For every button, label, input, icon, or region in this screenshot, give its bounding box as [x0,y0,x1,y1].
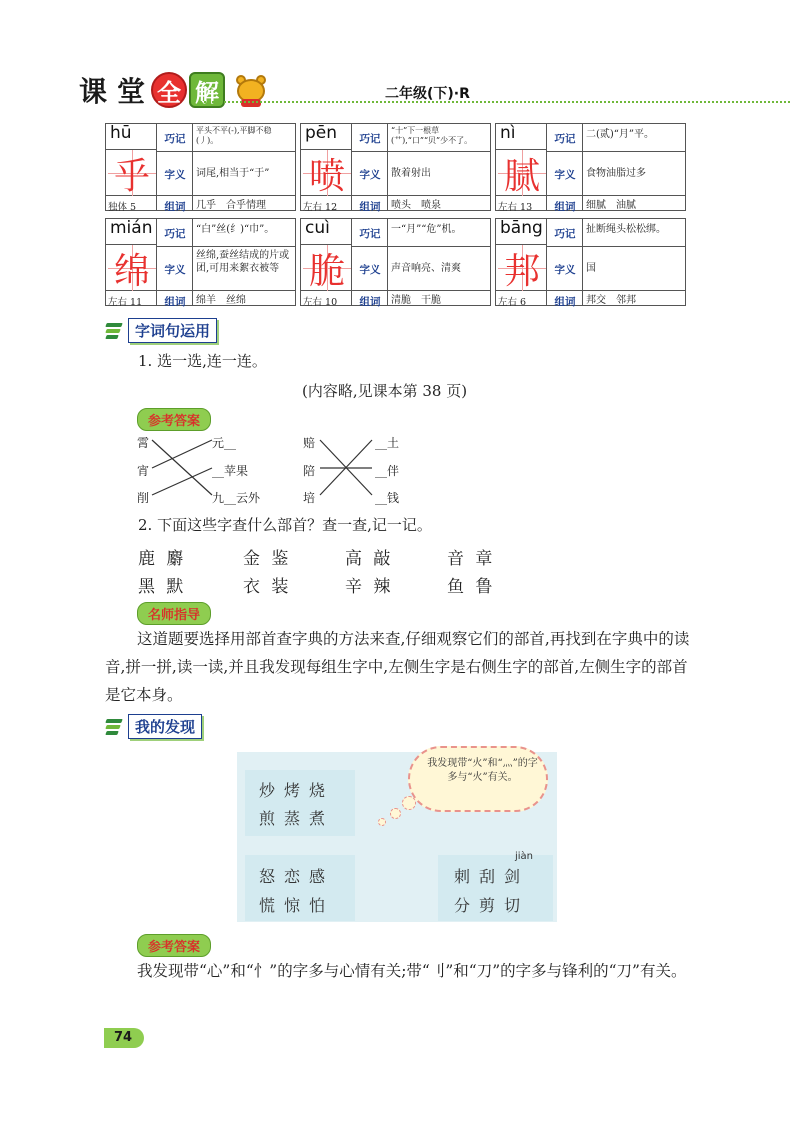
match-word: 元__ [212,436,237,450]
card-mnemonic: 一“月”“危”机。 [391,224,462,235]
ziyi-label: 字义 [359,169,381,181]
match-char: 赔 [303,436,316,450]
section-bars-icon [106,323,124,339]
zuci-label: 组词 [554,296,576,308]
radical-pair: 音 章 [447,549,496,569]
card-structure: 左右 12 [303,202,338,213]
knife-words: 分剪切 [454,896,530,915]
header-divider [200,101,790,103]
card-meaning: 声音响亮、清爽 [391,263,461,274]
question-2: 2. 下面这些字查什么部首？查一查,记一记。 [138,516,432,534]
card-character: 邦 [498,245,546,291]
card-pinyin: hū [110,123,132,143]
radical-pair: 鹿 麝 [138,549,187,569]
zuci-label: 组词 [164,201,186,213]
teacher-guidance: 这道题要选择用部首查字典的方法来查,仔细观察它们的部首,再找到在字典中的读音,拼一拼,读一读,并且我发现每组生字中,左侧生字是右侧生字的部首,左侧生字的部首是它本身。 [105,630,690,704]
section-bars-icon [106,719,124,735]
qiaoji-label: 巧记 [164,228,186,240]
answer-badge: 参考答案 [137,934,211,957]
char-card [105,123,296,211]
card-words: 几乎 合乎情理 [196,200,266,211]
cloud-text: 我发现带“火”和“灬”的字多与“火”有关。 [427,758,538,783]
card-structure: 左右 6 [498,297,527,308]
card-mnemonic: 二(贰)“月”平。 [586,129,655,140]
card-structure: 左右 13 [498,202,533,213]
card-pinyin: cuì [305,218,330,238]
card-structure: 左右 11 [108,297,143,308]
match-char: 培 [303,491,316,505]
match-char: 霄 [137,436,150,450]
char-card [300,218,491,306]
ziyi-label: 字义 [359,264,381,276]
section-title: 字词句运用 [128,318,217,343]
match-char: 削 [137,491,150,505]
radical-pair: 高 敲 [345,549,394,569]
card-character: 腻 [498,150,546,196]
match-word: __土 [375,436,400,450]
logo-char: 解 [189,72,225,108]
card-character: 乎 [108,150,156,196]
match-word: 九__云外 [212,491,261,505]
ziyi-label: 字义 [164,264,186,276]
card-meaning: 散着射出 [391,168,431,179]
card-mnemonic: “十”下一根草(艹),“口”“贝”少不了。 [391,126,473,145]
thought-bubble-dot [390,808,401,819]
zuci-label: 组词 [359,296,381,308]
card-words: 绵羊 丝绵 [196,295,246,306]
section-heading [106,318,217,343]
qiaoji-label: 巧记 [554,133,576,145]
heart-words: 慌惊怕 [259,896,335,915]
card-pinyin: nì [500,123,516,143]
match-char: 陪 [303,464,316,478]
card-words: 细腻 油腻 [586,200,636,211]
section-title: 我的发现 [128,714,202,739]
page-number: 74 [104,1028,144,1048]
ziyi-label: 字义 [554,264,576,276]
card-words: 喷头 喷泉 [391,200,441,211]
zuci-label: 组词 [554,201,576,213]
fire-words: 煎蒸煮 [259,809,335,828]
qiaoji-label: 巧记 [164,133,186,145]
char-card [495,123,686,211]
card-words: 清脆 干脆 [391,295,441,306]
ziyi-label: 字义 [554,169,576,181]
radical-pair: 鱼 鲁 [447,577,496,597]
qiaoji-label: 巧记 [554,228,576,240]
char-card [495,218,686,306]
pinyin-jian: jiàn [515,851,534,862]
card-character: 绵 [108,245,156,291]
ziyi-label: 字义 [164,169,186,181]
fire-words: 炒烤烧 [259,781,335,800]
qiaoji-label: 巧记 [359,133,381,145]
grade-label: 二年级(下)·R [385,86,470,102]
card-mnemonic: 扯断绳头松松绑。 [586,224,666,235]
card-structure: 独体 5 [108,202,137,213]
card-mnemonic: 平头不平(-),平脚不稳(丿)。 [196,126,272,145]
card-pinyin: pēn [305,123,338,143]
card-meaning: 丝绵,蚕丝结成的片或团,可用来絮衣被等 [196,250,290,274]
radical-pair: 黑 默 [138,577,187,597]
zuci-label: 组词 [164,296,186,308]
radical-pair: 金 鉴 [243,549,292,569]
radical-pair: 衣 装 [243,577,292,597]
question-1-note: (内容略,见课本第 38 页) [302,382,468,400]
card-character: 喷 [303,150,351,196]
zuci-label: 组词 [359,201,381,213]
radical-pair: 辛 辣 [345,577,394,597]
char-card [105,218,296,306]
card-meaning: 国 [586,263,596,274]
card-meaning: 食物油脂过多 [586,168,646,179]
match-char: 宵 [137,464,150,478]
matching-lines [150,432,410,504]
question-1: 1. 选一选,连一连。 [138,352,267,370]
knife-words: 刺刮剑 [454,867,530,886]
logo-char: 课 [75,72,111,108]
card-character: 脆 [303,245,351,291]
card-meaning: 词尾,相当于“于” [196,168,270,179]
answer-badge: 参考答案 [137,408,211,431]
char-card [300,123,491,211]
match-word: __钱 [375,491,400,505]
card-structure: 左右 10 [303,297,338,308]
card-words: 邦交 邻邦 [586,295,636,306]
logo-char: 堂 [113,72,149,108]
match-word: __苹果 [212,464,249,478]
card-pinyin: bāng [500,218,543,238]
card-pinyin: mián [110,218,153,238]
logo-char: 全 [151,72,187,108]
card-mnemonic: “白”丝(纟)“巾”。 [196,224,275,235]
discovery-answer: 我发现带“心”和“忄”的字多与心情有关;带“刂”和“刀”的字多与锋利的“刀”有关。 [137,962,687,980]
match-word: __伴 [375,464,400,478]
section-heading [106,714,202,739]
teacher-badge: 名师指导 [137,602,211,625]
thought-bubble-dot [378,818,386,826]
heart-words: 怒恋感 [259,867,335,886]
qiaoji-label: 巧记 [359,228,381,240]
